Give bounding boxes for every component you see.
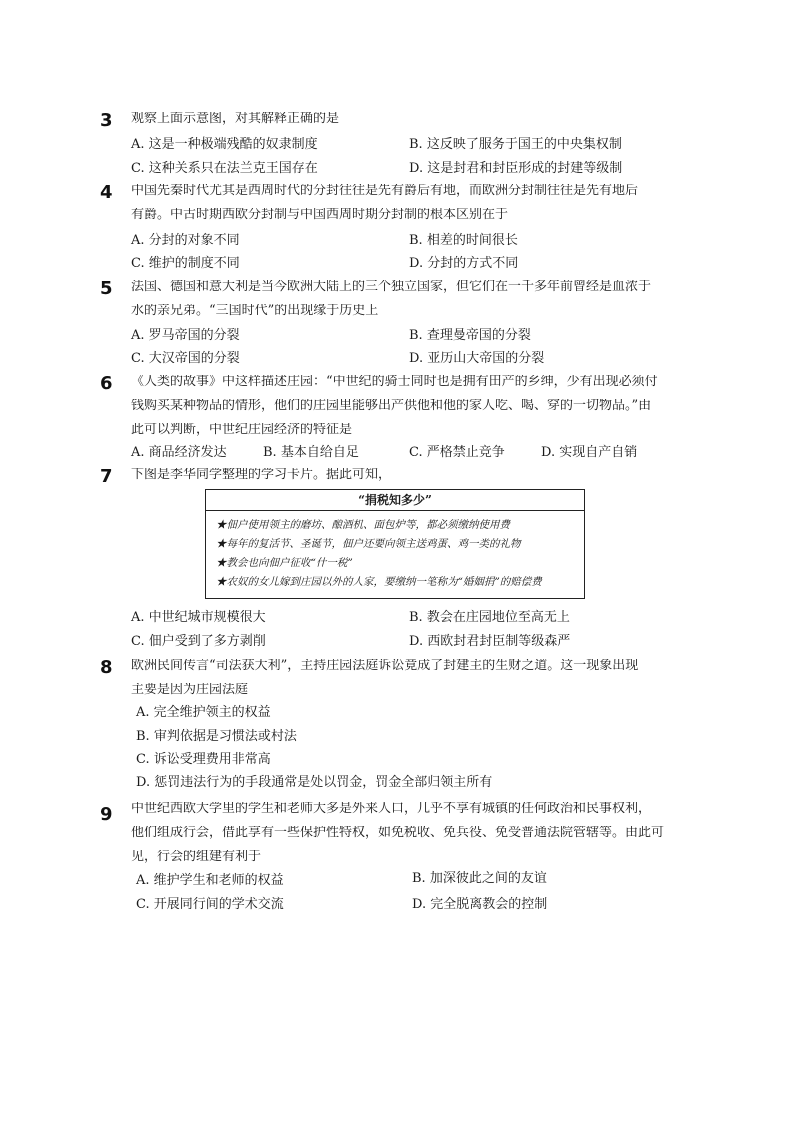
option-b: B. 查理曼帝国的分裂	[409, 328, 531, 343]
question-stem: 观察上面示意图，对其解释正确的是	[131, 112, 340, 126]
option-a: A. 维护学生和老师的权益	[136, 873, 284, 888]
option-a: A. 商品经济发达	[131, 445, 227, 460]
question-stem-line: 见，行会的组建有利于	[131, 850, 262, 864]
question-stem-line: 水的亲兄弟。“三国时代”的出现缘于历史上	[131, 304, 379, 318]
option-c: C. 严格禁止竞争	[409, 445, 505, 460]
option-b: B. 基本自给自足	[263, 445, 359, 460]
option-d: D. 惩罚违法行为的手段通常是处以罚金，罚金全部归领主所有	[136, 775, 493, 790]
question-stem-line: 主要是因为庄园法庭	[131, 683, 249, 697]
card-title: “捐税知多少”	[206, 490, 584, 511]
question-stem-line: 欧洲民间传言“司法获大利”，主持庄园法庭诉讼竟成了封建主的生财之道。这一现象出现	[131, 659, 639, 673]
option-a: A. 完全维护领主的权益	[136, 705, 271, 720]
option-b: B. 相差的时间很长	[409, 233, 518, 248]
question-number: 7	[100, 466, 113, 487]
study-card	[205, 489, 585, 599]
question-number: 5	[100, 278, 113, 299]
option-d: D. 完全脱离教会的控制	[412, 897, 548, 912]
card-item: ★佃户使用领主的磨坊、酿酒机、面包炉等，都必须缴纳使用费	[216, 519, 510, 531]
card-item: ★教会也向佃户征收“什一税”	[216, 557, 353, 569]
option-d: D. 实现自产自销	[541, 445, 638, 460]
option-d: D. 这是封君和封臣形成的封建等级制	[409, 161, 623, 176]
question-stem-line: 法国、德国和意大利是当今欧洲大陆上的三个独立国家，但它们在一千多年前曾经是血浓于	[131, 280, 652, 294]
option-c: C. 诉讼受理费用非常高	[136, 752, 271, 767]
option-c: C. 这种关系只在法兰克王国存在	[131, 161, 318, 176]
option-d: D. 分封的方式不同	[409, 256, 519, 271]
question-stem-line: 中世纪西欧大学里的学生和老师大多是外来人口，几乎不享有城镇的任何政治和民事权利，	[131, 802, 652, 816]
question-stem-line: 他们组成行会，借此享有一些保护性特权，如免税收、免兵役、免受普通法院管辖等。由此可	[131, 826, 665, 840]
option-c: C. 佃户受到了多方剥削	[131, 634, 266, 649]
card-item: ★每年的复活节、圣诞节，佃户还要向领主送鸡蛋、鸡一类的礼物	[216, 538, 521, 550]
question-stem-line: 《人类的故事》中这样描述庄园：“中世纪的骑士同时也是拥有田产的乡绅，少有出现必须付	[131, 375, 658, 389]
question-stem-line: 钱购买某种物品的情形，他们的庄园里能够出产供他和他的家人吃、喝、穿的一切物品。”由	[131, 399, 652, 413]
question-number: 8	[100, 657, 113, 678]
option-c: C. 维护的制度不同	[131, 256, 240, 271]
question-number: 9	[100, 804, 113, 825]
option-c: C. 大汉帝国的分裂	[131, 351, 240, 366]
option-a: A. 这是一种极端残酷的奴隶制度	[131, 137, 318, 152]
option-b: B. 教会在庄园地位至高无上	[409, 610, 570, 625]
question-number: 6	[100, 373, 113, 394]
option-d: D. 西欧封君封臣制等级森严	[409, 634, 571, 649]
card-item: ★农奴的女儿嫁到庄园以外的人家，要缴纳一笔称为“婚姻捐”的赔偿费	[216, 576, 542, 588]
question-stem-line: 有爵。中古时期西欧分封制与中国西周时期分封制的根本区别在于	[131, 208, 509, 222]
option-b: B. 审判依据是习惯法或村法	[136, 729, 297, 744]
question-stem: 下图是李华同学整理的学习卡片。据此可知，	[131, 468, 392, 482]
question-stem-line: 此可以判断，中世纪庄园经济的特征是	[131, 423, 353, 437]
question-number: 4	[100, 182, 113, 203]
option-c: C. 开展同行间的学术交流	[136, 897, 284, 912]
option-a: A. 罗马帝国的分裂	[131, 328, 240, 343]
question-number: 3	[100, 110, 113, 131]
question-stem-line: 中国先秦时代尤其是西周时代的分封往往是先有爵后有地，而欧洲分封制往往是先有地后	[131, 184, 639, 198]
option-d: D. 亚历山大帝国的分裂	[409, 351, 545, 366]
option-a: A. 分封的对象不同	[131, 233, 240, 248]
option-a: A. 中世纪城市规模很大	[131, 610, 266, 625]
option-b: B. 加深彼此之间的友谊	[412, 871, 547, 886]
option-b: B. 这反映了服务于国王的中央集权制	[409, 137, 622, 152]
